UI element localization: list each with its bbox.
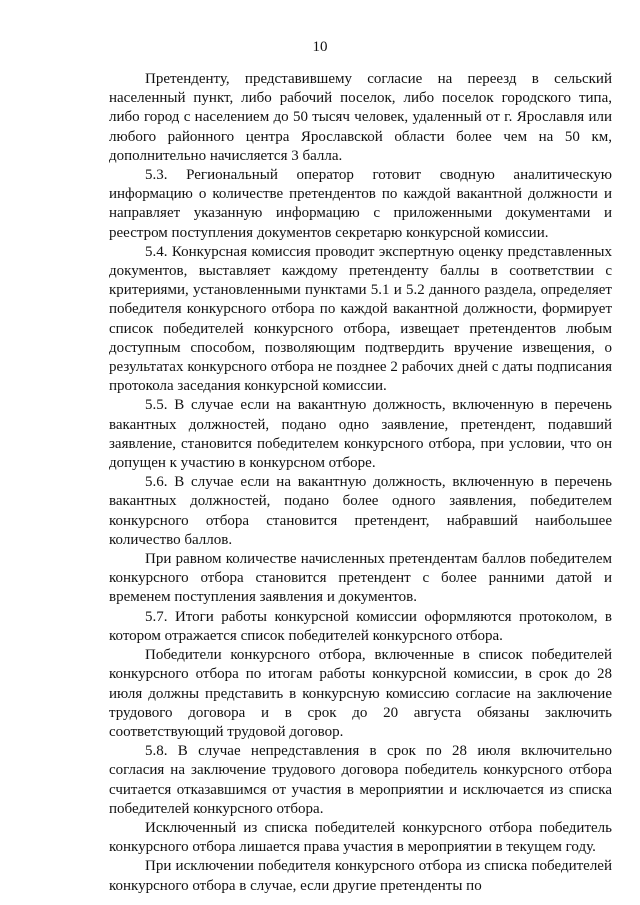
paragraph-5-6: 5.6. В случае если на вакантную должность, включенную в перечень вакантных должностей, подано более одного заявления, победителем конкурсного отбора становится претендент, набравший наибольшее количество баллов. [109, 474, 612, 548]
paragraph-5-8: 5.8. В случае непредставления в срок по 28 июля включительно согласия на заключение трудового договора победитель конкурсного отбора считается отказавшимся от участия в мероприятии и исключается из списка победителей конкурсного отбора. [109, 743, 612, 817]
document-body [109, 70, 612, 896]
paragraph-5-5: 5.5. В случае если на вакантную должность, включенную в перечень вакантных должностей, подано одно заявление, претендент, подавший заявление, становится победителем конкурсного отбора, при условии, что он допущен к участию в конкурсном отборе. [109, 397, 612, 472]
page-number: 10 [312, 39, 328, 55]
paragraph-exclusion-continued: При исключении победителя конкурсного отбора из списка победителей конкурсного отбора в случае, если другие претенденты по [109, 858, 612, 894]
paragraph-5-3: 5.3. Региональный оператор готовит сводную аналитическую информацию о количестве претендентов по каждой вакантной должности и направляет указанную информацию с приложенными документами и реестром поступления документов секретарю конкурсной комиссии. [109, 167, 612, 241]
paragraph-5-4: 5.4. Конкурсная комиссия проводит экспертную оценку представленных документов, выставляет каждому претенденту баллы в соответствии с критериями, установленными пунктами 5.1 и 5.2 данного раздела, определяет победителя конкурсного отбора по каждой вакантной должности, формирует список победителей конкурсного отбора, извещает претендентов любым доступным способом, позволяющим подтвердить вручение извещения, о результатах конкурсного отбора не позднее 2 рабочих дней с даты подписания протокола заседания конкурсной комиссии. [109, 243, 612, 395]
paragraph-excluded-winner: Исключенный из списка победителей конкурсного отбора победитель конкурсного отбора лишается права участия в мероприятии в текущем году. [109, 819, 612, 856]
paragraph-equal-points: При равном количестве начисленных претендентам баллов победителем конкурсного отбора становится претендент с более ранними датой и временем поступления заявления и документов. [109, 551, 612, 606]
paragraph-winners-deadlines: Победители конкурсного отбора, включенные в список победителей конкурсного отбора по итогам работы конкурсной комиссии, в срок до 28 июля должны представить в конкурсную комиссию согласие на заключение трудового договора и в срок до 20 августа обязаны заключить соответствующий трудовой договор. [109, 647, 612, 740]
paragraph-relocation-bonus: Претенденту, представившему согласие на переезд в сельский населенный пункт, либо рабочий поселок, либо поселок городского типа, либо город с населением до 50 тысяч человек, удаленный от г. Ярославля или любого районного центра Ярославской области более чем на 50 км, дополнительно начисляется 3 балла. [109, 71, 612, 164]
paragraph-5-7: 5.7. Итоги работы конкурсной комиссии оформляются протоколом, в котором отражается список победителей конкурсного отбора. [109, 608, 612, 644]
